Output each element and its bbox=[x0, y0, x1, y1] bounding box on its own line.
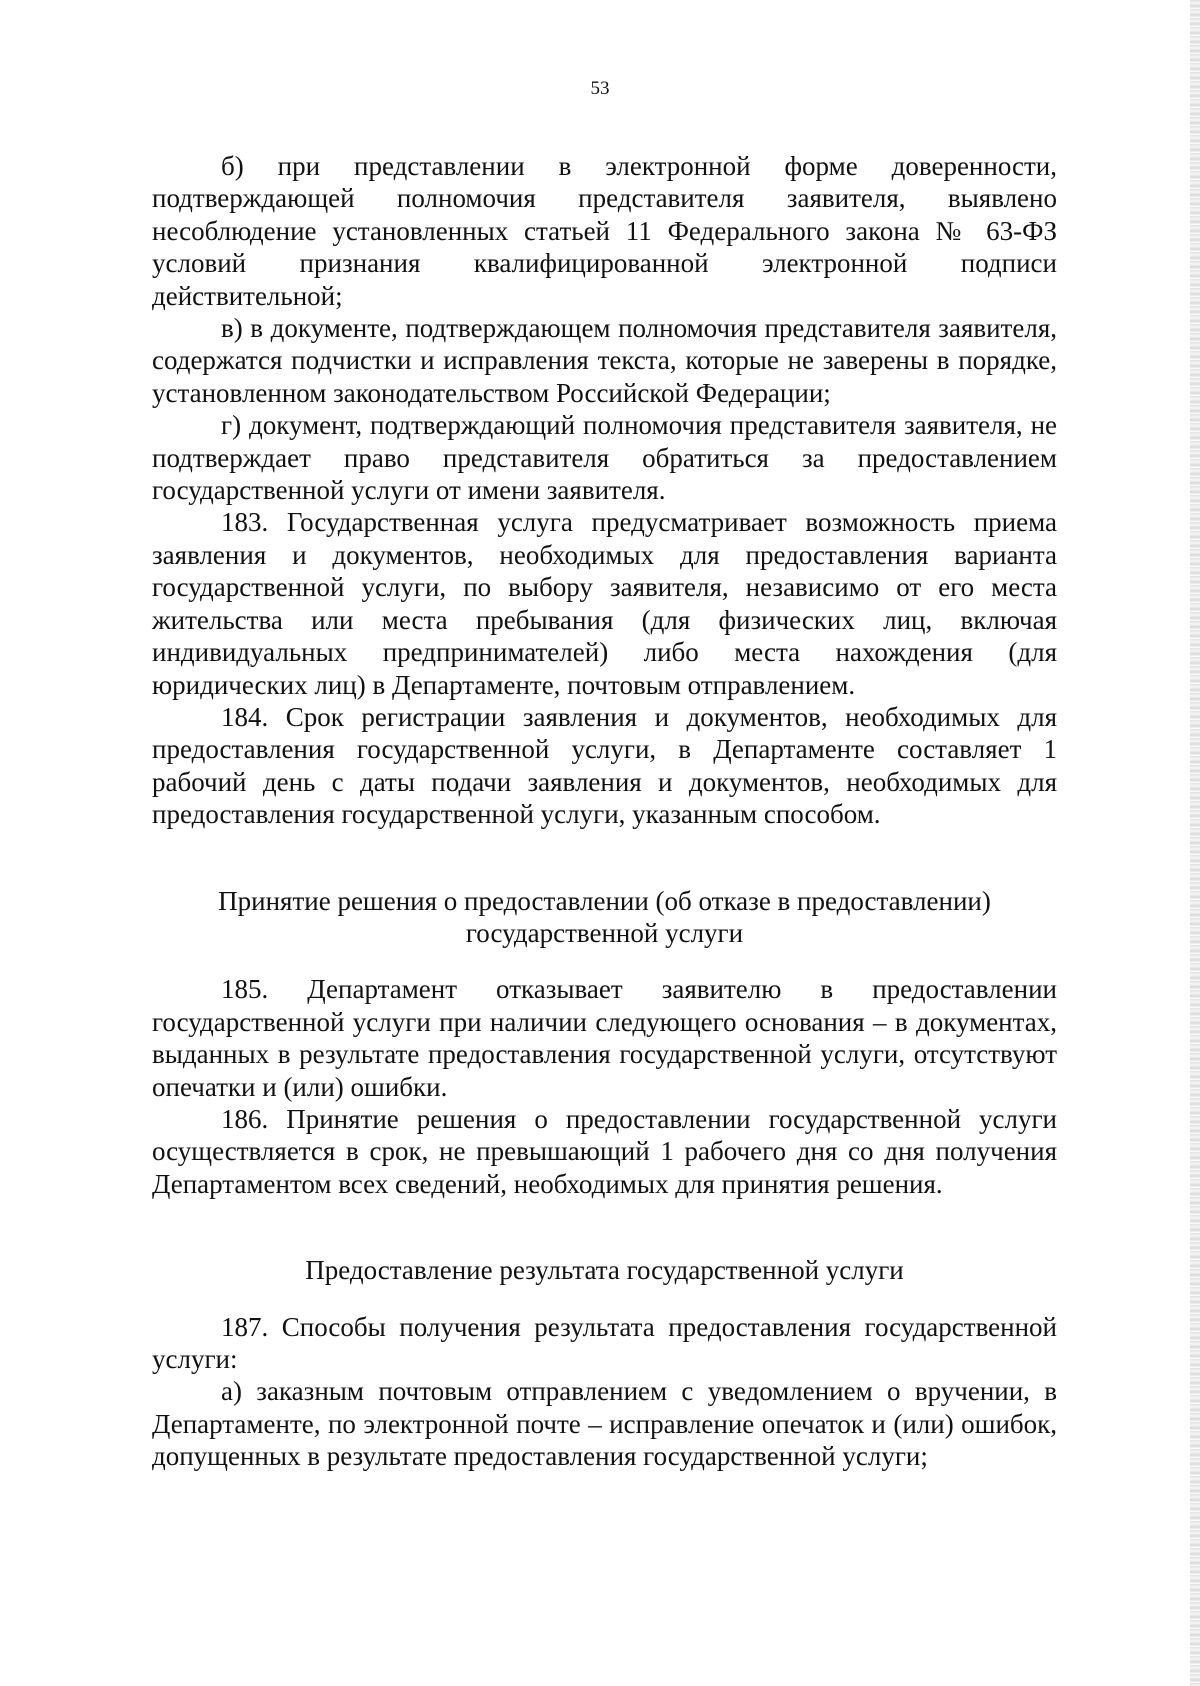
paragraph-v: в) в документе, подтверждающем полномочия представителя заявителя, содержатся подчистки и исправления текста, которые не заверены в порядке, установленном законодательством Российской Федерации; bbox=[152, 313, 1057, 408]
paragraph-b: б) при представлении в электронной форме доверенности, подтверждающей полномочия представителя заявителя, выявлено несоблюдение установленных статьей 11 Федерального закона № 63-ФЗ условий признания квалифицированной электронной подписи действительной; bbox=[152, 151, 1057, 311]
paragraph-a: а) заказным почтовым отправлением с уведомлением о вручении, в Департаменте, по электронной почте – исправление опечаток и (или) ошибок, допущенных в результате предоставления государственной услуги; bbox=[152, 1376, 1057, 1472]
scan-edge-artifact bbox=[1190, 0, 1200, 1686]
section-heading-decision bbox=[152, 885, 1057, 950]
paragraph-186: 186. Принятие решения о предоставлении государственной услуги осуществляется в срок, не превышающий 1 рабочего дня со дня получения Департаментом всех сведений, необходимых для принятия решения. bbox=[152, 1103, 1057, 1199]
document-body bbox=[152, 150, 1057, 1473]
section-heading-decision-line-1: Принятие решения о предоставлении (об отказе в предоставлении) bbox=[218, 885, 991, 916]
paragraph-183: 183. Государственная услуга предусматривает возможность приема заявления и документов, необходимых для предоставления варианта государственной услуги, по выбору заявителя, независимо от его места жительства или места пребывания (для физических лиц, включая индивидуальных предпринимателей) либо места нахождения (для юридических лиц) в Департаменте, почтовым отправлением. bbox=[152, 507, 1057, 700]
section-heading-result: Предоставление результата государственной услуги bbox=[305, 1255, 904, 1286]
paragraph-187: 187. Способы получения результата предоставления государственной услуги: bbox=[152, 1311, 1057, 1374]
paragraph-185: 185. Департамент отказывает заявителю в предоставлении государственной услуги при наличии следующего основания – в документах, выданных в результате предоставления государственной услуги, отсутствуют опечатки и (или) ошибки. bbox=[152, 974, 1057, 1102]
paragraph-g: г) документ, подтверждающий полномочия представителя заявителя, не подтверждает право представителя обратиться за предоставлением государственной услуги от имени заявителя. bbox=[152, 410, 1057, 506]
page-number: 53 bbox=[590, 78, 610, 99]
section-heading-decision-line-2: государственной услуги bbox=[465, 917, 744, 948]
paragraph-184: 184. Срок регистрации заявления и документов, необходимых для предоставления государственной услуги, в Департаменте составляет 1 рабочий день с даты подачи заявления и документов, необходимых для предоставления государственной услуги, указанным способом. bbox=[152, 701, 1057, 830]
